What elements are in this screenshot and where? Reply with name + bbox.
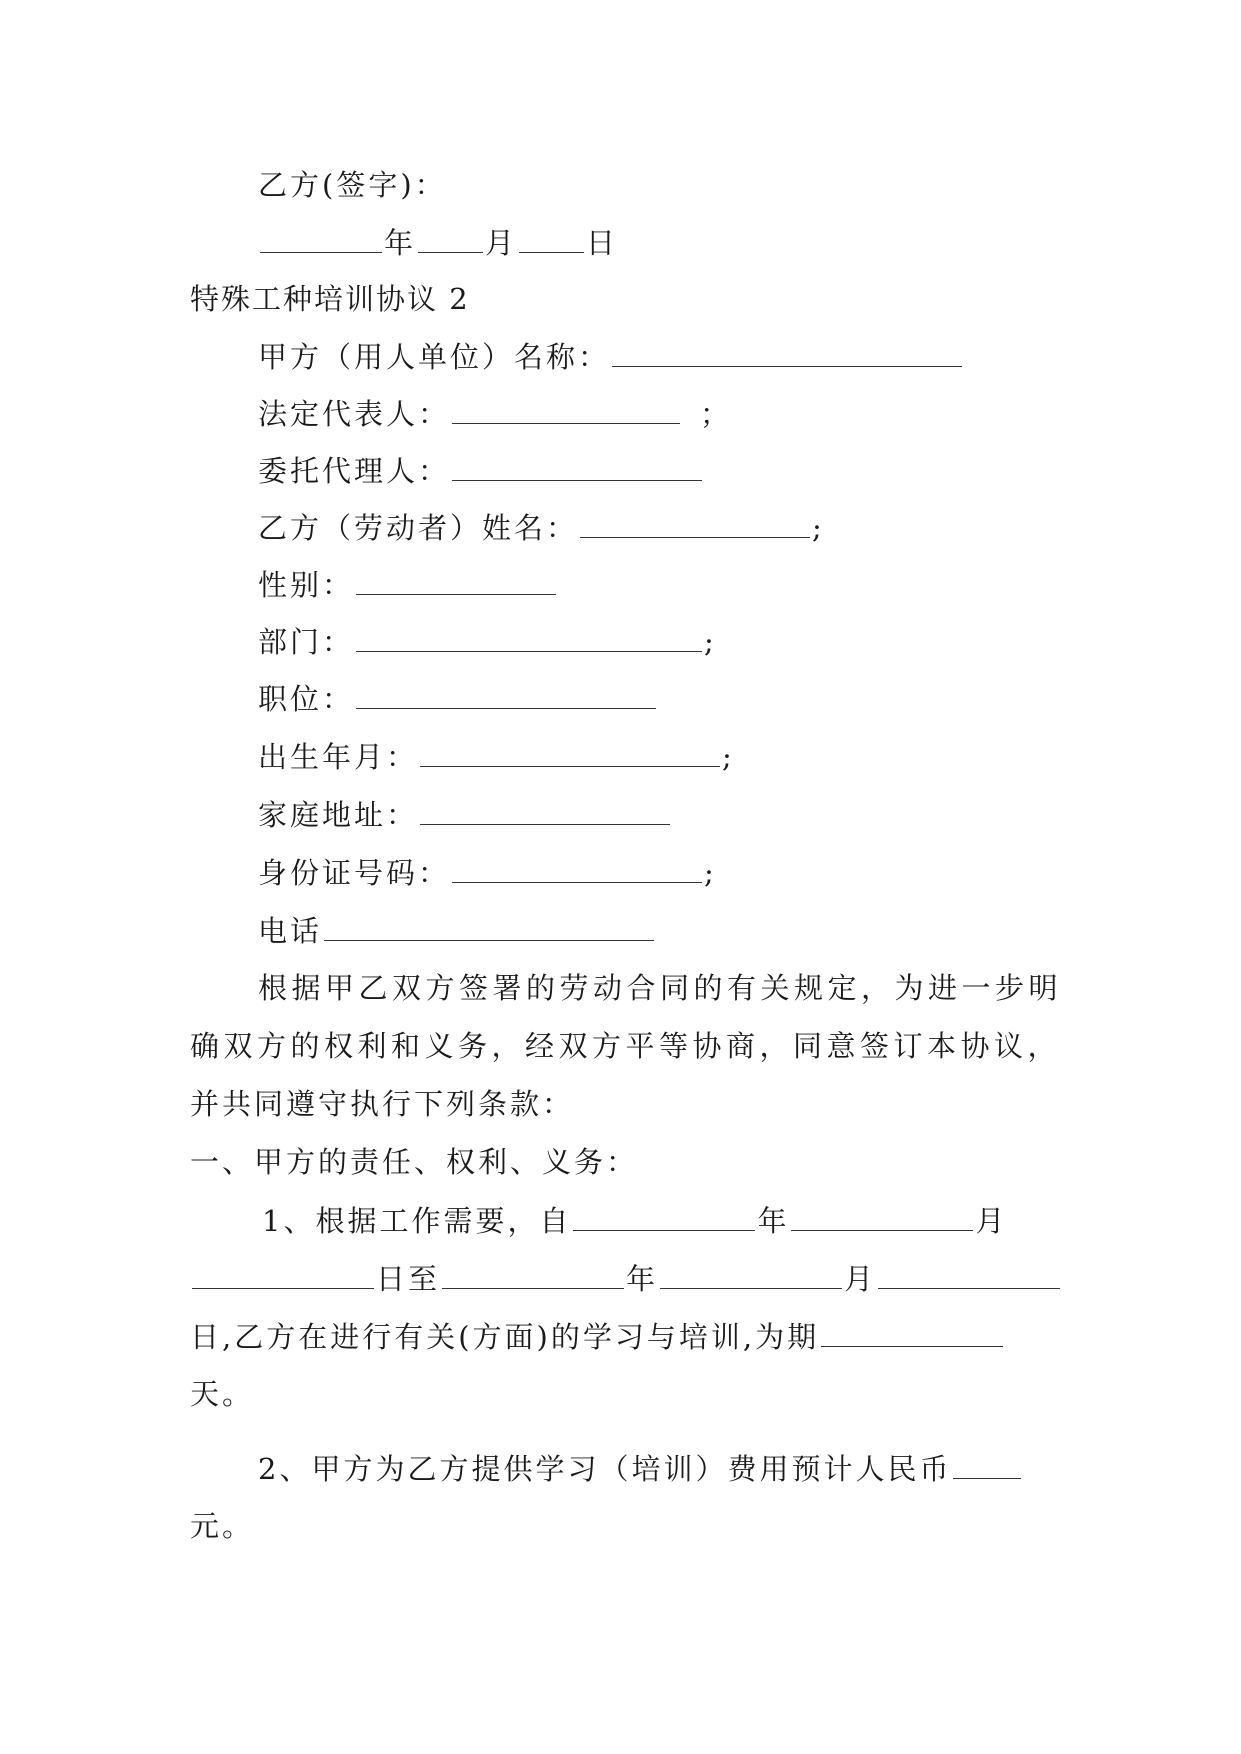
gender-blank[interactable] xyxy=(356,564,556,595)
party-b-name-blank[interactable] xyxy=(580,507,810,538)
id-number-blank[interactable] xyxy=(452,852,702,883)
clause-1-line-2: 日至 年 月 xyxy=(190,1258,1062,1299)
id-number-field: 身份证号码： ; xyxy=(258,852,717,893)
end-day-blank[interactable] xyxy=(878,1258,1060,1289)
department-field: 部门： ; xyxy=(258,621,717,662)
birth-field: 出生年月： ; xyxy=(258,736,735,777)
position-blank[interactable] xyxy=(356,678,656,709)
month-blank[interactable] xyxy=(418,222,483,253)
party-b-name-field: 乙方（劳动者）姓名： ; xyxy=(258,507,825,548)
birth-blank[interactable] xyxy=(420,736,720,767)
position-field: 职位： xyxy=(258,678,658,719)
legal-rep-field: 法定代表人： ； xyxy=(258,393,732,434)
clause-1-line-1: 1、根据工作需要，自 年 月 xyxy=(262,1200,1007,1241)
department-blank[interactable] xyxy=(356,621,702,652)
agent-blank[interactable] xyxy=(452,450,702,481)
training-cost-blank[interactable] xyxy=(953,1448,1021,1479)
phone-field: 电话 xyxy=(258,910,656,951)
address-field: 家庭地址： xyxy=(258,794,672,835)
day-blank[interactable] xyxy=(519,222,584,253)
section-1-heading: 一、甲方的责任、权利、义务： xyxy=(190,1145,639,1179)
party-a-name-field: 甲方（用人单位）名称： xyxy=(258,336,964,377)
end-year-blank[interactable] xyxy=(442,1258,624,1289)
preamble-line-3: 并共同遵守执行下列条款： xyxy=(190,1087,575,1121)
preamble-line-1: 根据甲乙双方签署的劳动合同的有关规定，为进一步明 xyxy=(258,971,1063,1005)
clause-2-line-2: 元。 xyxy=(190,1509,255,1543)
signature-date-line: 年 月 日 xyxy=(258,222,618,263)
party-b-signature-label: 乙方(签字)： xyxy=(258,168,447,202)
gender-field: 性别： xyxy=(258,564,558,605)
start-year-blank[interactable] xyxy=(573,1200,755,1231)
duration-days-blank[interactable] xyxy=(821,1316,1003,1347)
clause-1-line-3: 日,乙方在进行有关(方面)的学习与培训,为期 xyxy=(190,1316,1005,1357)
end-month-blank[interactable] xyxy=(660,1258,842,1289)
legal-rep-blank[interactable] xyxy=(452,393,680,424)
clause-2-line-1: 2、甲方为乙方提供学习（培训）费用预计人民币 xyxy=(258,1448,1023,1489)
start-day-blank[interactable] xyxy=(192,1258,374,1289)
clause-1-line-4: 天。 xyxy=(190,1377,255,1411)
phone-blank[interactable] xyxy=(324,910,654,941)
document-title: 特殊工种培训协议 2 xyxy=(190,282,470,316)
agent-field: 委托代理人： xyxy=(258,450,704,491)
preamble-line-2: 确双方的权利和义务，经双方平等协商，同意签订本协议， xyxy=(190,1029,1062,1063)
start-month-blank[interactable] xyxy=(791,1200,973,1231)
address-blank[interactable] xyxy=(420,794,670,825)
year-blank[interactable] xyxy=(260,222,382,253)
party-a-name-blank[interactable] xyxy=(612,336,962,367)
